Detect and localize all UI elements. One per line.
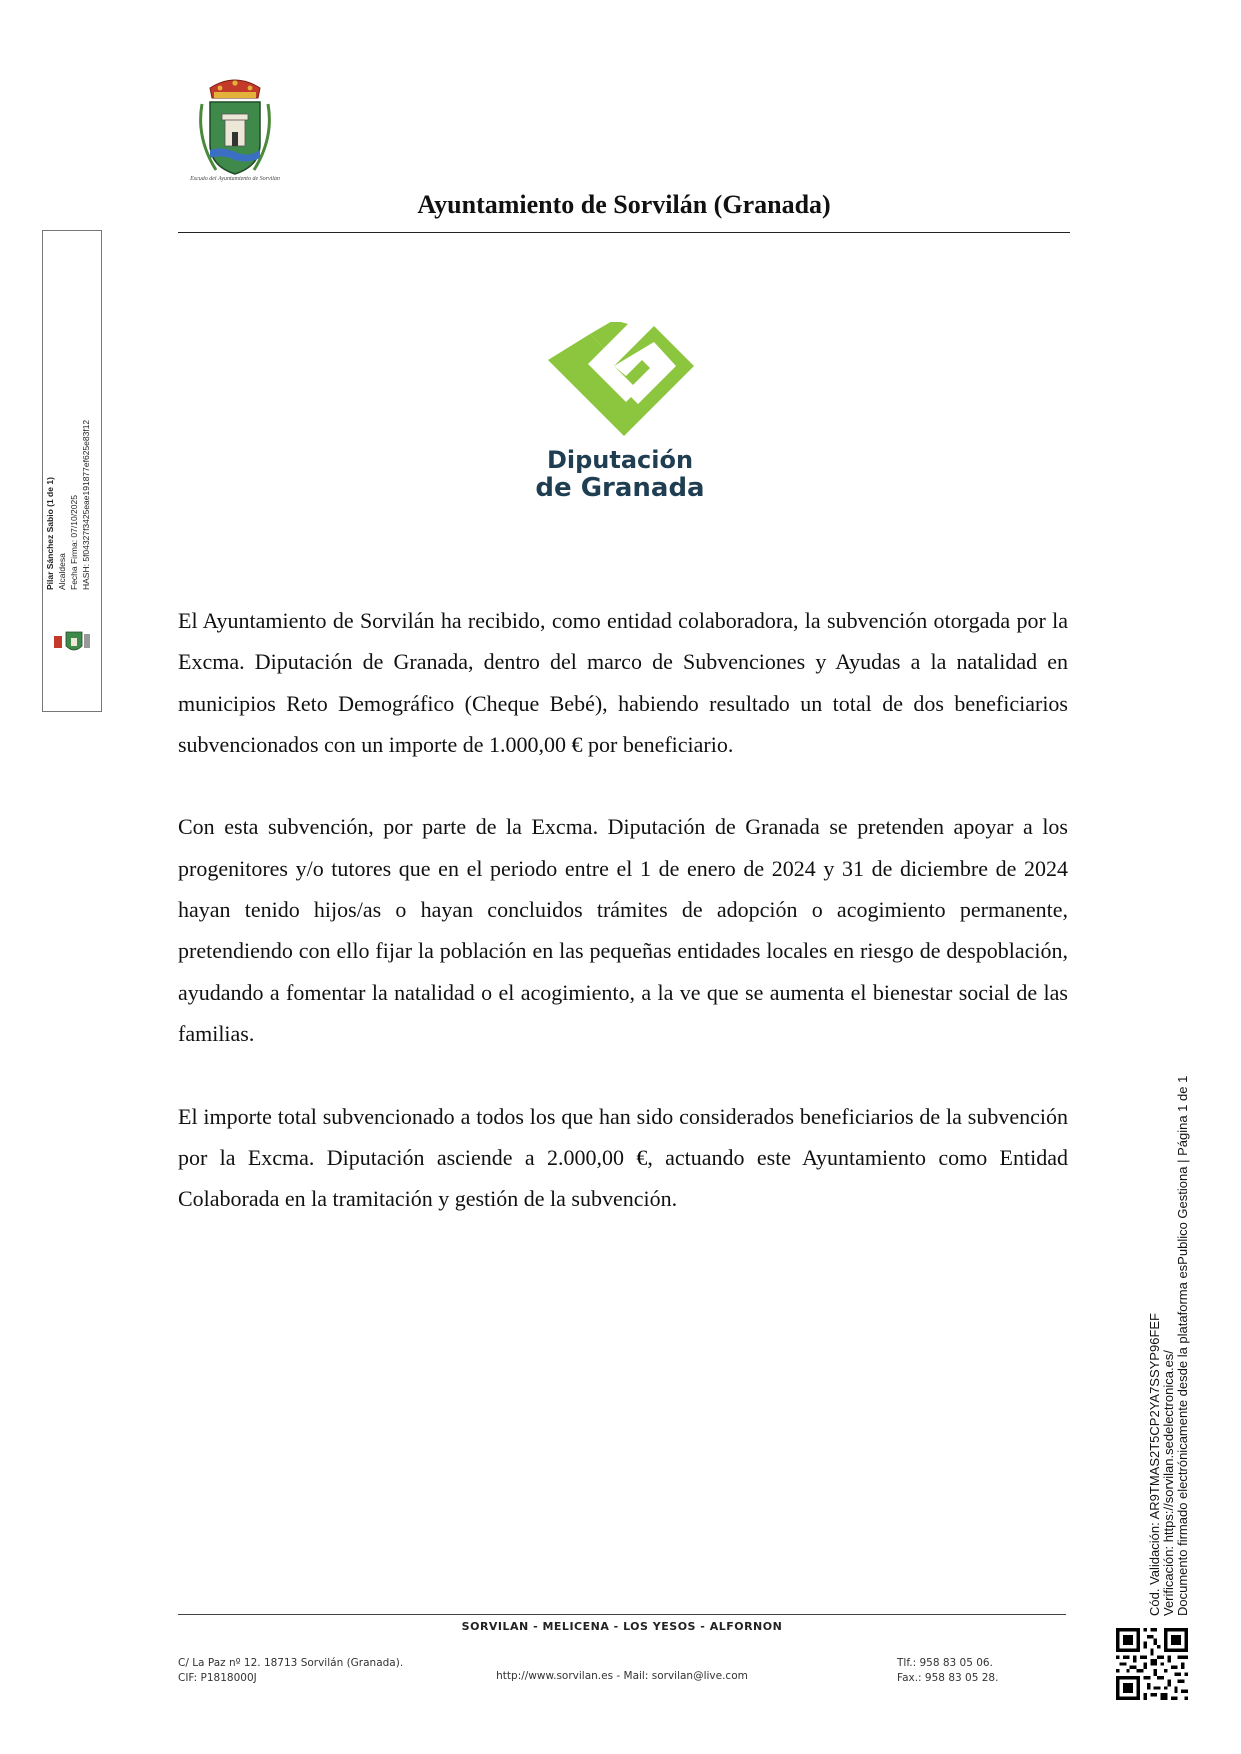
header-divider	[178, 232, 1070, 233]
qr-code-icon	[1116, 1628, 1188, 1700]
paragraph: Con esta subvención, por parte de la Excma. Diputación de Granada se pretenden apoyar a los progenitores y/o tutores que en el periodo entre el 1 de enero de 2024 y 31 de diciembre de 2024 hayan tenido hijos/as o hayan concluidos trámites de adopción o acogimiento permanente, pretendiendo con ello fijar la población en las pequeñas entidades locales en riesgo de despoblación, ayudando a fomentar la natalidad o el acogimiento, a la ve que se aumenta el bienestar social de las familias.	[178, 814, 1068, 1046]
footer-contact-block	[897, 1656, 998, 1686]
paragraph: El Ayuntamiento de Sorvilán ha recibido, como entidad colaboradora, la subvención otorgada por la Excma. Diputación de Granada, dentro del marco de Subvenciones y Ayudas a la natalidad en municipios Reto Demográfico (Cheque Bebé), habiendo resultado un total de dos beneficiarios subvencionados con un importe de 1.000,00 € por beneficiario.	[178, 608, 1068, 757]
municipal-crest-logo	[188, 74, 282, 184]
verification-url: Verificación: https://sorvilan.sedelectronica.es/	[1161, 1350, 1176, 1616]
verification-stamp	[1148, 1076, 1190, 1616]
footer-phone: Tlf.: 958 83 05 06.	[897, 1657, 993, 1669]
signature-hash: HASH: 5f04327f3425eae191877ef625e83f12	[81, 419, 91, 590]
footer-fax: Fax.: 958 83 05 28.	[897, 1672, 999, 1684]
signature-crest-icon	[52, 628, 92, 656]
signature-stamp	[44, 420, 92, 590]
signer-role: Alcaldesa	[57, 553, 67, 590]
diputacion-name-line2: de Granada	[535, 473, 705, 503]
footer-divider	[178, 1614, 1066, 1615]
footer-web-mail: http://www.sorvilan.es - Mail: sorvilan@live.com	[496, 1670, 748, 1682]
diputacion-granada-logo	[546, 322, 696, 440]
validation-code: Cód. Validación: AR9TMAS2T5CP2YA7SSYP96FEF	[1147, 1313, 1162, 1616]
signer-name: Pilar Sánchez Sabio (1 de 1)	[45, 477, 55, 590]
page-title: Ayuntamiento de Sorvilán (Granada)	[417, 190, 831, 219]
document-body	[178, 600, 1068, 1261]
footer-cif: CIF: P1818000J	[178, 1672, 257, 1684]
diputacion-name	[520, 446, 720, 502]
signature-date: Fecha Firma: 07/10/2025	[69, 495, 79, 590]
paragraph: El importe total subvencionado a todos los que han sido considerados beneficiarios de la subvención por la Excma. Diputación asciende a 2.000,00 €, actuando este Ayuntamiento como Entidad Colaborada en la tramitación y gestión de la subvención.	[178, 1103, 1068, 1212]
crest-caption: Escudo del Ayuntamiento de Sorvilán	[190, 176, 280, 182]
signature-note: Documento firmado electrónicamente desde la plataforma esPublico Gestiona | Página 1 de 1	[1175, 1075, 1190, 1616]
footer-towns: SORVILAN - MELICENA - LOS YESOS - ALFORNON	[461, 1620, 783, 1633]
diputacion-name-line1: Diputación	[546, 446, 694, 474]
footer-address: C/ La Paz nº 12. 18713 Sorvilán (Granada).	[178, 1657, 404, 1669]
